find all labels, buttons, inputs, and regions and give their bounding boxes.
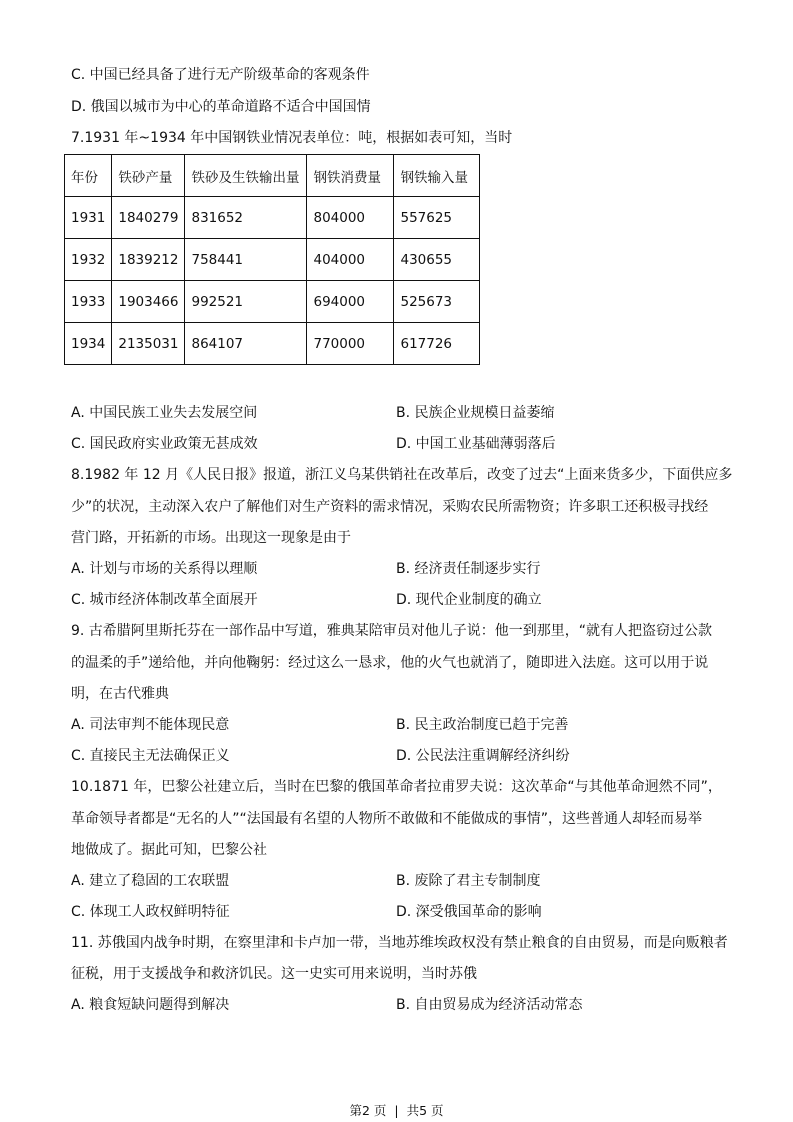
q8-stem-line: 少”的状况，主动深入农户了解他们对生产资料的需求情况，采购农民所需物资；许多职工还积极寻找经 — [71, 499, 709, 515]
q10-stem-line: 革命领导者都是“无名的人”“法国最有名望的人物所不敢做和不能做成的事情”，这些普通人却轻而易举 — [71, 811, 703, 827]
table-row — [65, 239, 480, 281]
table-cell: 1933 — [65, 281, 112, 323]
table-cell: 617726 — [394, 323, 480, 365]
q8-option-a: A. 计划与市场的关系得以理顺 — [71, 561, 258, 577]
page-number: 第2 页 — [349, 1103, 387, 1118]
q9-option-c: C. 直接民主无法确保正义 — [71, 748, 230, 764]
table-cell: 864107 — [185, 323, 307, 365]
table-cell: 1932 — [65, 239, 112, 281]
table-cell: 804000 — [307, 197, 394, 239]
q8-stem-line: 营门路，开拓新的市场。出现这一现象是由于 — [71, 530, 351, 546]
table-cell: 1839212 — [112, 239, 185, 281]
table-cell: 770000 — [307, 323, 394, 365]
table-row — [65, 323, 480, 365]
steel-industry-table — [64, 154, 480, 365]
q10-stem-line: 10.1871 年，巴黎公社建立后，当时在巴黎的俄国革命者拉甫罗夫说：这次革命“与其他革命迥然不同”， — [71, 779, 722, 795]
table-header-row — [65, 155, 480, 197]
q7-option-d: D. 中国工业基础薄弱落后 — [396, 436, 556, 452]
q10-option-d: D. 深受俄国革命的影响 — [396, 904, 542, 920]
q9-option-d: D. 公民法注重调解经济纠纷 — [396, 748, 570, 764]
q7-option-b: B. 民族企业规模日益萎缩 — [396, 405, 555, 421]
q7-stem: 7.1931 年~1934 年中国钢铁业情况表单位：吨，根据如表可知，当时 — [71, 130, 513, 146]
table-header-cell: 年份 — [65, 155, 112, 197]
table-cell: 430655 — [394, 239, 480, 281]
q7-option-a: A. 中国民族工业失去发展空间 — [71, 405, 258, 421]
table-header-cell: 铁砂及生铁输出量 — [185, 155, 307, 197]
table-cell: 758441 — [185, 239, 307, 281]
table-row — [65, 197, 480, 239]
table-cell: 1840279 — [112, 197, 185, 239]
q11-stem-line: 征税，用于支援战争和救济饥民。这一史实可用来说明，当时苏俄 — [71, 966, 477, 982]
page-total: 共5 页 — [406, 1103, 444, 1118]
footer-separator: | — [394, 1103, 399, 1118]
q8-stem-line: 8.1982 年 12 月《人民日报》报道，浙江义乌某供销社在改革后，改变了过去“上面来货多少，下面供应多 — [71, 467, 733, 483]
table-cell: 1931 — [65, 197, 112, 239]
table-cell: 694000 — [307, 281, 394, 323]
table-cell: 1934 — [65, 323, 112, 365]
q11-option-b: B. 自由贸易成为经济活动常态 — [396, 997, 583, 1013]
table-header-cell: 铁砂产量 — [112, 155, 185, 197]
q6-option-c: C. 中国已经具备了进行无产阶级革命的客观条件 — [71, 67, 370, 83]
table-cell: 557625 — [394, 197, 480, 239]
table-header-cell: 钢铁消费量 — [307, 155, 394, 197]
q9-option-a: A. 司法审判不能体现民意 — [71, 717, 230, 733]
table-cell: 1903466 — [112, 281, 185, 323]
q11-option-a: A. 粮食短缺问题得到解决 — [71, 997, 230, 1013]
table-header-cell: 钢铁输入量 — [394, 155, 480, 197]
q9-stem-line: 的温柔的手”递给他，并向他鞠躬：经过这么一恳求，他的火气也就消了，随即进入法庭。这可以用于说 — [71, 655, 709, 671]
q9-stem-line: 明，在古代雅典 — [71, 686, 169, 702]
table-cell: 2135031 — [112, 323, 185, 365]
q10-option-a: A. 建立了稳固的工农联盟 — [71, 873, 230, 889]
q10-option-b: B. 废除了君主专制制度 — [396, 873, 541, 889]
q9-option-b: B. 民主政治制度已趋于完善 — [396, 717, 569, 733]
table-cell: 992521 — [185, 281, 307, 323]
q7-option-c: C. 国民政府实业政策无甚成效 — [71, 436, 258, 452]
table-cell: 831652 — [185, 197, 307, 239]
q8-option-d: D. 现代企业制度的确立 — [396, 592, 542, 608]
q10-option-c: C. 体现工人政权鲜明特征 — [71, 904, 230, 920]
page-footer — [0, 1103, 793, 1119]
table-cell: 404000 — [307, 239, 394, 281]
q10-stem-line: 地做成了。据此可知，巴黎公社 — [71, 842, 267, 858]
table-cell: 525673 — [394, 281, 480, 323]
table-row — [65, 281, 480, 323]
q8-option-b: B. 经济责任制逐步实行 — [396, 561, 541, 577]
q8-option-c: C. 城市经济体制改革全面展开 — [71, 592, 258, 608]
q9-stem-line: 9. 古希腊阿里斯托芬在一部作品中写道，雅典某陪审员对他儿子说：他一到那里，“就有人把盗窃过公款 — [71, 623, 713, 639]
q6-option-d: D. 俄国以城市为中心的革命道路不适合中国国情 — [71, 99, 371, 115]
q11-stem-line: 11. 苏俄国内战争时期，在察里津和卡卢加一带，当地苏维埃政权没有禁止粮食的自由贸易，而是向贩粮者 — [71, 935, 728, 951]
